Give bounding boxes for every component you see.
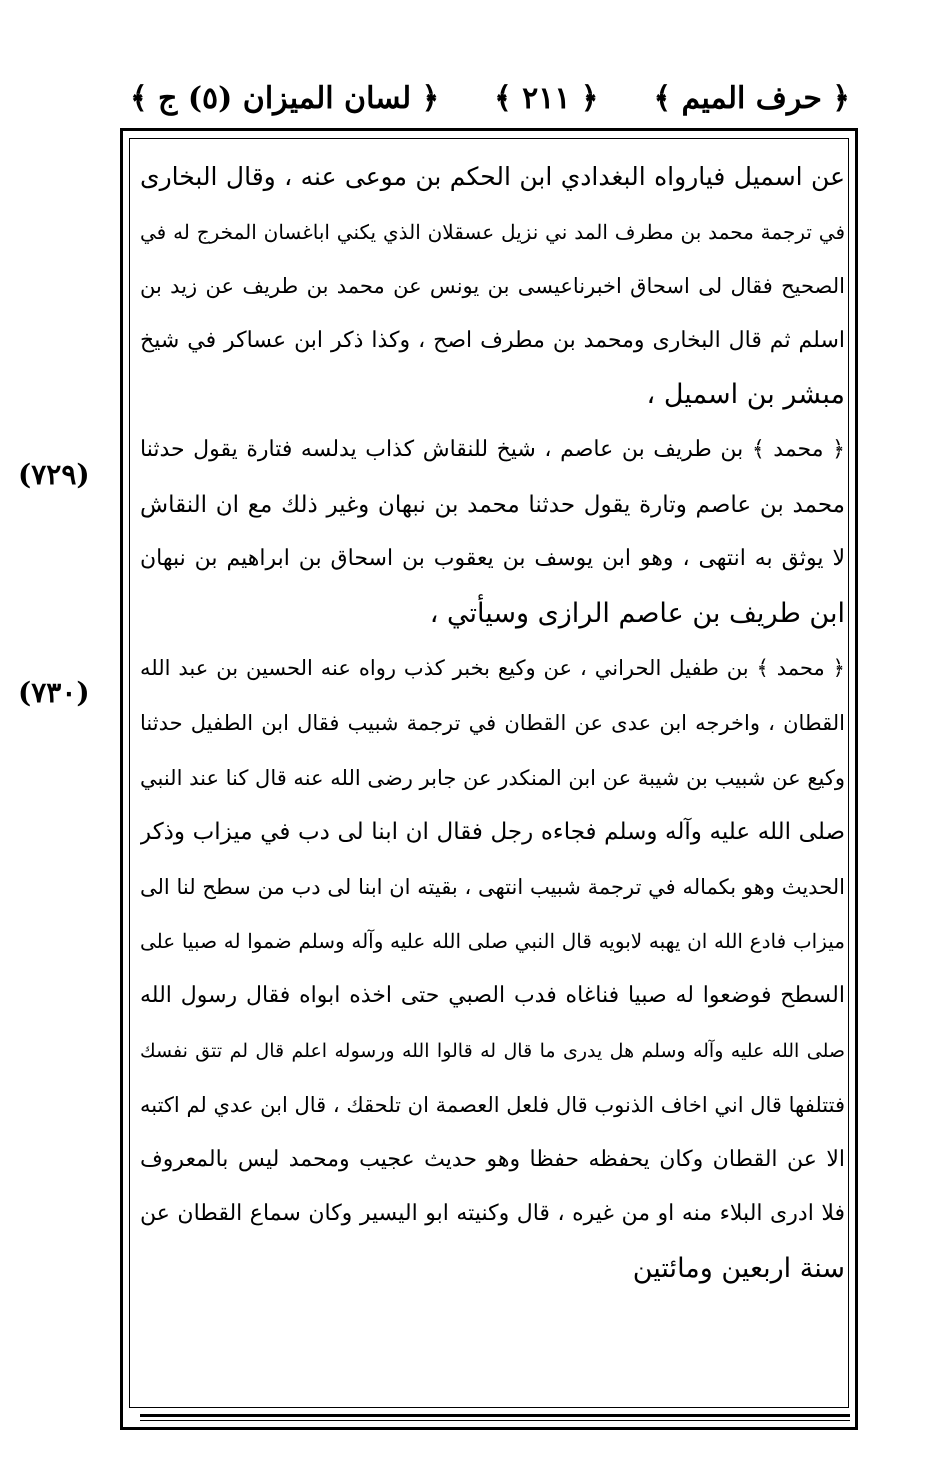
- bottom-rule: [140, 1414, 850, 1417]
- text-line: صلى الله عليه وآله وسلم فجاءه رجل فقال ان ابنا لى دب في ميزاب وذكر: [140, 819, 845, 846]
- text-line: صلى الله عليه وآله وسلم هل يدرى ما قال له قالوا الله ورسوله اعلم قال لم تتق نفسك: [140, 1039, 845, 1062]
- body-text: [140, 150, 845, 1400]
- text-line: السطح فوضعوا له صبيا فناغاه فدب الصبي حتى اخذه ابواه فقال رسول الله: [140, 982, 845, 1008]
- entry-number-730: (٧٣٠): [18, 676, 90, 709]
- text-line: القطان ، واخرجه ابن عدى عن القطان في ترجمة شبيب فقال ابن الطفيل حدثنا: [140, 710, 845, 735]
- running-header: [130, 70, 850, 126]
- entry-heading-line: ﴿ محمد ﴾ بن طفيل الحراني ، عن وكيع بخبر كذب رواه عنه الحسين بن عبد الله: [140, 656, 845, 681]
- text-line: مبشر بن اسميل ،: [646, 379, 845, 411]
- text-line: الا عن القطان وكان يحفظه حفظا وهو حديث عجيب ومحمد ليس بالمعروف: [140, 1146, 845, 1172]
- text-line: فلا ادرى البلاء منه او من غيره ، قال وكنيته ابو اليسير وكان سماع القطان عن: [140, 1201, 845, 1227]
- text-line: عن اسميل فيارواه البغدادي ابن الحكم بن موعى عنه ، وقال البخارى: [140, 162, 845, 191]
- text-line: وكيع عن شبيب بن شيبة عن ابن المنكدر عن جابر رضى الله عنه قال كنا عند النبي: [140, 765, 845, 790]
- text-line: ميزاب فادع الله ان يهبه لابويه قال النبي صلى الله عليه وآله وسلم ضموا له صبيا على: [140, 929, 845, 954]
- entry-number-729: (٧٢٩): [18, 458, 90, 491]
- text-line: ابن طريف بن عاصم الرازى وسيأتي ،: [429, 597, 845, 629]
- header-section-title: ﴿ حرف الميم ﴾: [653, 80, 850, 116]
- text-line: لا يوثق به انتهى ، وهو ابن يوسف بن يعقوب بن اسحاق بن ابراهيم بن نبهان: [140, 546, 845, 572]
- entry-heading-line: ﴿ محمد ﴾ بن طريف بن عاصم ، شيخ للنقاش كذاب يدلسه فتارة يقول حدثنا: [140, 436, 845, 462]
- text-line: محمد بن عاصم وتارة يقول حدثنا محمد بن نبهان وغير ذلك مع ان النقاش: [140, 491, 845, 518]
- header-page-number: ﴿ ٢١١ ﴾: [494, 80, 599, 116]
- text-line: اسلم ثم قال البخارى ومحمد بن مطرف اصح ، وكذا ذكر ابن عساكر في شيخ: [140, 327, 845, 353]
- text-line: في ترجمة محمد بن مطرف المد ني نزيل عسقلان الذي يكني اباغسان المخرج له في: [140, 219, 845, 244]
- text-line: الصحيح فقال لى اسحاق اخبرناعيسى بن يونس عن محمد بن طريف عن زيد بن: [140, 274, 845, 299]
- text-line: فتتلفها قال اني اخاف الذنوب قال فلعل العصمة ان تلحقك ، قال ابن عدي لم اكتبه: [140, 1093, 845, 1118]
- text-line: سنة اربعين ومائتين: [632, 1252, 845, 1284]
- text-line: الحديث وهو بكماله في ترجمة شبيب انتهى ، بقيته ان ابنا لى دب من سطح لنا الى: [140, 874, 845, 899]
- bottom-rule-thin: [140, 1420, 850, 1421]
- header-book-title: ﴿ لسان الميزان (٥) ج ﴾: [130, 80, 440, 116]
